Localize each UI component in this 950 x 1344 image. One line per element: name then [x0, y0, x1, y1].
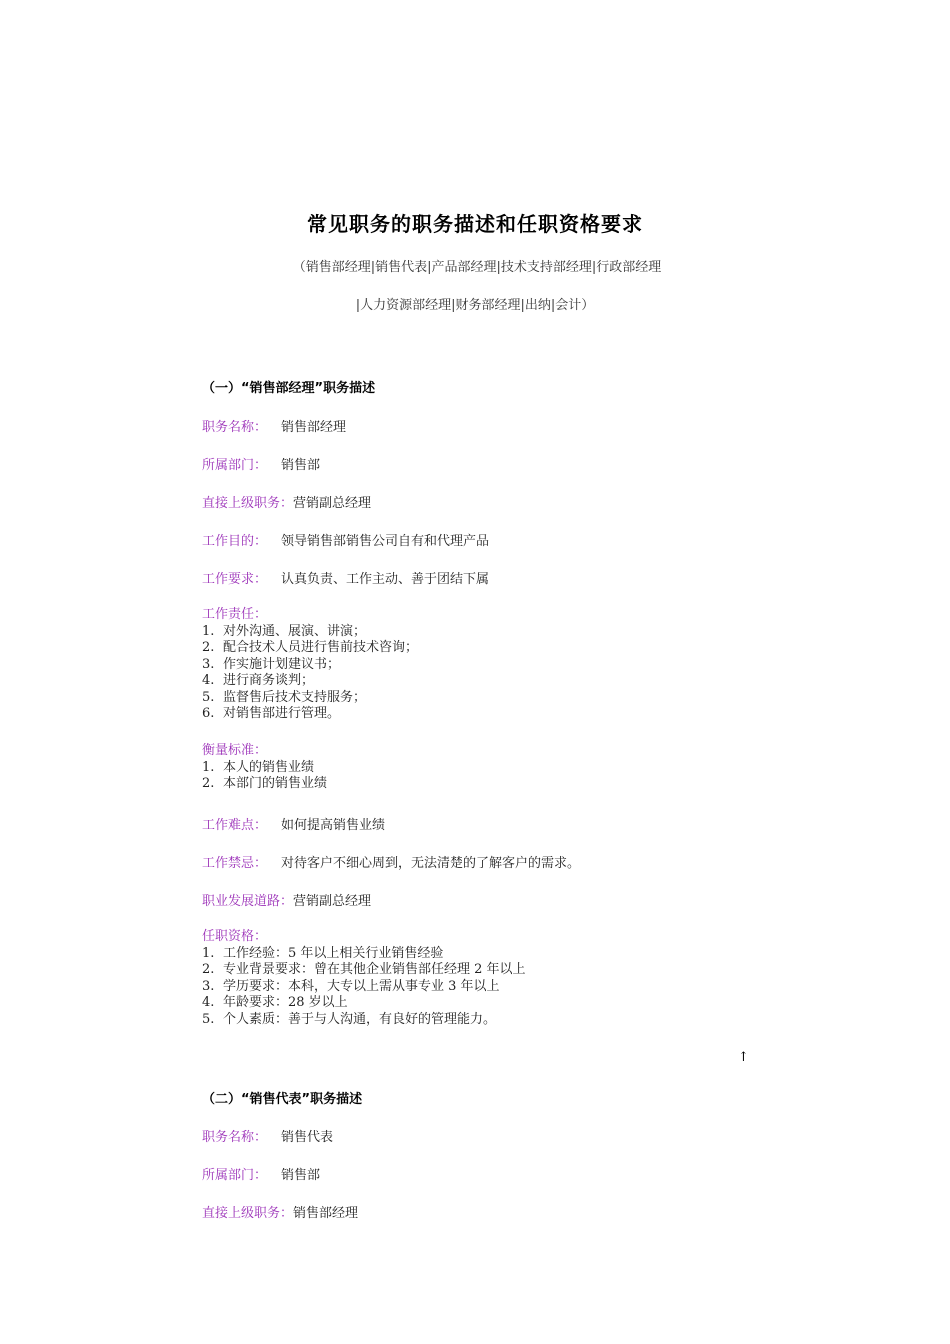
s1-duties-label: 工作责任： [202, 607, 268, 622]
s1-department-value: 销售部 [281, 458, 321, 473]
s1-metrics-list [202, 760, 327, 793]
list-item: 2. 配合技术人员进行售前技术咨询； [202, 640, 419, 655]
section-1-heading: （一）“销售部经理”职务描述 [202, 381, 376, 396]
s1-career-value: 营销副总经理 [293, 894, 372, 909]
list-item: 5. 监督售后技术支持服务； [202, 689, 367, 705]
s1-duties-block [202, 607, 418, 723]
s1-career-label: 职业发展道路： [202, 894, 294, 909]
s1-superior-value: 营销副总经理 [293, 496, 372, 511]
s1-difficulty-label: 工作难点： [202, 818, 268, 833]
s1-department-field [202, 454, 320, 473]
subtitle-line-1: （销售部经理|销售代表|产品部经理|技术支持部经理|行政部经理 [292, 260, 662, 275]
s1-superior-label: 直接上级职务： [202, 496, 294, 511]
list-item: 4. 年龄要求：28 岁以上 [202, 995, 348, 1010]
s1-job-name-label: 职务名称： [202, 420, 268, 435]
s1-metrics-block [202, 743, 327, 793]
s1-difficulty-field [202, 814, 385, 833]
s1-metrics-label: 衡量标准： [202, 743, 268, 758]
s2-job-name-value: 销售代表 [281, 1130, 334, 1145]
s1-job-name-field [202, 416, 346, 435]
list-item: 2. 本部门的销售业绩 [202, 776, 328, 791]
s1-purpose-value: 领导销售部销售公司自有和代理产品 [281, 534, 490, 549]
s2-superior-value: 销售部经理 [293, 1206, 359, 1221]
up-arrow-icon: ↑ [738, 1050, 749, 1065]
s1-requirement-value: 认真负责、工作主动、善于团结下属 [281, 572, 490, 587]
subtitle-line-2: |人力资源部经理|财务部经理|出纳|会计） [355, 298, 595, 313]
list-item: 1. 工作经验：5 年以上相关行业销售经验 [202, 945, 444, 961]
s1-job-name-value: 销售部经理 [281, 420, 347, 435]
s2-job-name-label: 职务名称： [202, 1130, 268, 1145]
list-item: 5. 个人素质：善于与人沟通，有良好的管理能力。 [202, 1011, 497, 1027]
list-item: 6. 对销售部进行管理。 [202, 706, 341, 721]
s1-purpose-field [202, 530, 489, 549]
section-2-heading: （二）“销售代表”职务描述 [202, 1092, 363, 1107]
s1-difficulty-value: 如何提高销售业绩 [281, 818, 386, 833]
document-title: 常见职务的职务描述和任职资格要求 [307, 212, 643, 236]
list-item: 2. 专业背景要求：曾在其他企业销售部任经理 2 年以上 [202, 962, 526, 977]
list-item: 3. 学历要求：本科，大专以上需从事专业 3 年以上 [202, 978, 500, 994]
s1-career-field [202, 890, 371, 909]
s1-department-label: 所属部门： [202, 458, 268, 473]
list-item: 1. 对外沟通、展演、讲演； [202, 623, 367, 639]
s2-job-name-field [202, 1126, 333, 1145]
s1-purpose-label: 工作目的： [202, 534, 268, 549]
s1-taboo-label: 工作禁忌： [202, 856, 268, 871]
s1-taboo-field [202, 852, 580, 871]
s1-duties-list [202, 624, 418, 723]
s1-taboo-value: 对待客户不细心周到，无法清楚的了解客户的需求。 [281, 856, 581, 871]
s2-department-label: 所属部门： [202, 1168, 268, 1183]
list-item: 1. 本人的销售业绩 [202, 759, 315, 775]
s1-requirement-label: 工作要求： [202, 572, 268, 587]
s1-qualifications-block [202, 929, 526, 1028]
list-item: 4. 进行商务谈判； [202, 673, 315, 688]
s2-department-field [202, 1164, 320, 1183]
s2-department-value: 销售部 [281, 1168, 321, 1183]
s1-qualifications-list [202, 946, 526, 1029]
s1-requirement-field [202, 568, 489, 587]
s1-qualifications-label: 任职资格： [202, 929, 268, 944]
s1-superior-field [202, 492, 371, 511]
list-item: 3. 作实施计划建议书； [202, 656, 341, 672]
s2-superior-label: 直接上级职务： [202, 1206, 294, 1221]
s2-superior-field [202, 1202, 358, 1221]
